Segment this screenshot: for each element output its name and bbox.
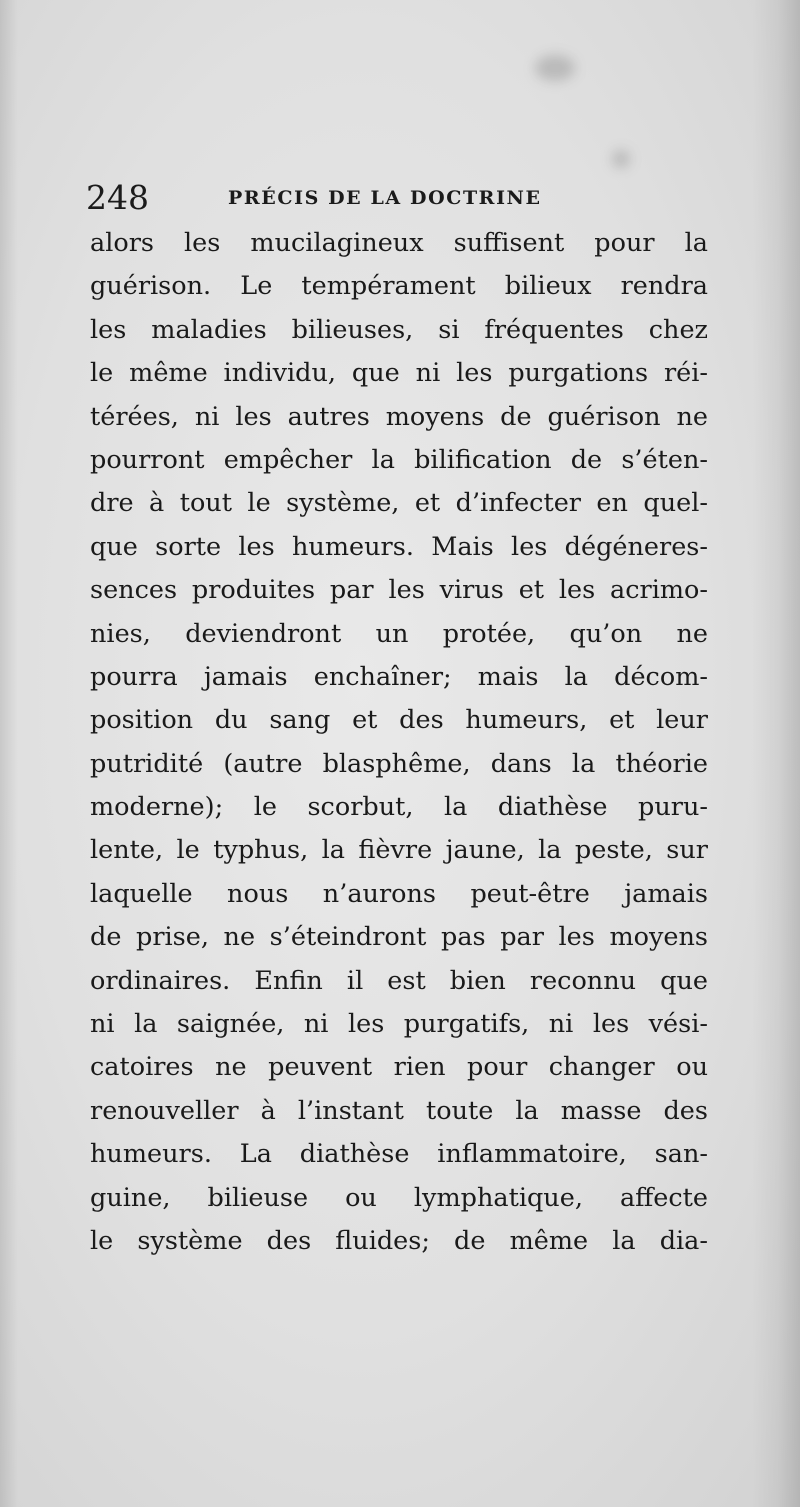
text-line: guine, bilieuse ou lymphatique, affecte [90,1182,708,1213]
page-header [86,176,706,220]
text-line: alors les mucilagineux suffisent pour la [90,228,708,258]
text-line: catoires ne peuvent rien pour changer ou [90,1052,708,1083]
running-head: PRÉCIS DE LA DOCTRINE [228,187,542,209]
text-line: ni la saignée, ni les purgatifs, ni les vési- [90,1009,708,1040]
text-line: sences produites par les virus et les acrimo- [90,575,708,606]
text-line: lente, le typhus, la fièvre jaune, la peste, sur [90,835,708,866]
text-line: ordinaires. Enfin il est bien reconnu que [90,965,708,996]
text-line: le même individu, que ni les purgations réi- [90,358,708,389]
text-line: le système des fluides; de même la dia- [90,1225,708,1256]
text-line: putridité (autre blasphême, dans la théorie [90,748,708,779]
page-edge-shadow [752,0,800,1507]
page-gutter-shadow [0,0,18,1507]
text-line: les maladies bilieuses, si fréquentes chez [90,314,708,345]
ink-spot [535,55,575,81]
ink-spot [612,150,630,168]
text-line: pourront empêcher la bilification de s’éten- [90,444,708,475]
text-line: dre à tout le système, et d’infecter en quel- [90,488,708,519]
text-line: moderne); le scorbut, la diathèse puru- [90,792,708,823]
body-text [90,222,708,1263]
text-line: de prise, ne s’éteindront pas par les moyens [90,922,708,953]
text-line: térées, ni les autres moyens de guérison ne [90,401,708,432]
text-line: que sorte les humeurs. Mais les dégéneres- [90,531,708,562]
text-line: position du sang et des humeurs, et leur [90,705,708,736]
text-line: guérison. Le tempérament bilieux rendra [90,271,708,302]
text-line: nies, deviendront un protée, qu’on ne [90,618,708,649]
text-line: renouveller à l’instant toute la masse des [90,1095,708,1126]
text-line: laquelle nous n’aurons peut-être jamais [90,878,708,909]
text-line: pourra jamais enchaîner; mais la décom- [90,661,708,692]
page-number: 248 [86,178,149,217]
text-line: humeurs. La diathèse inflammatoire, san- [90,1139,708,1170]
